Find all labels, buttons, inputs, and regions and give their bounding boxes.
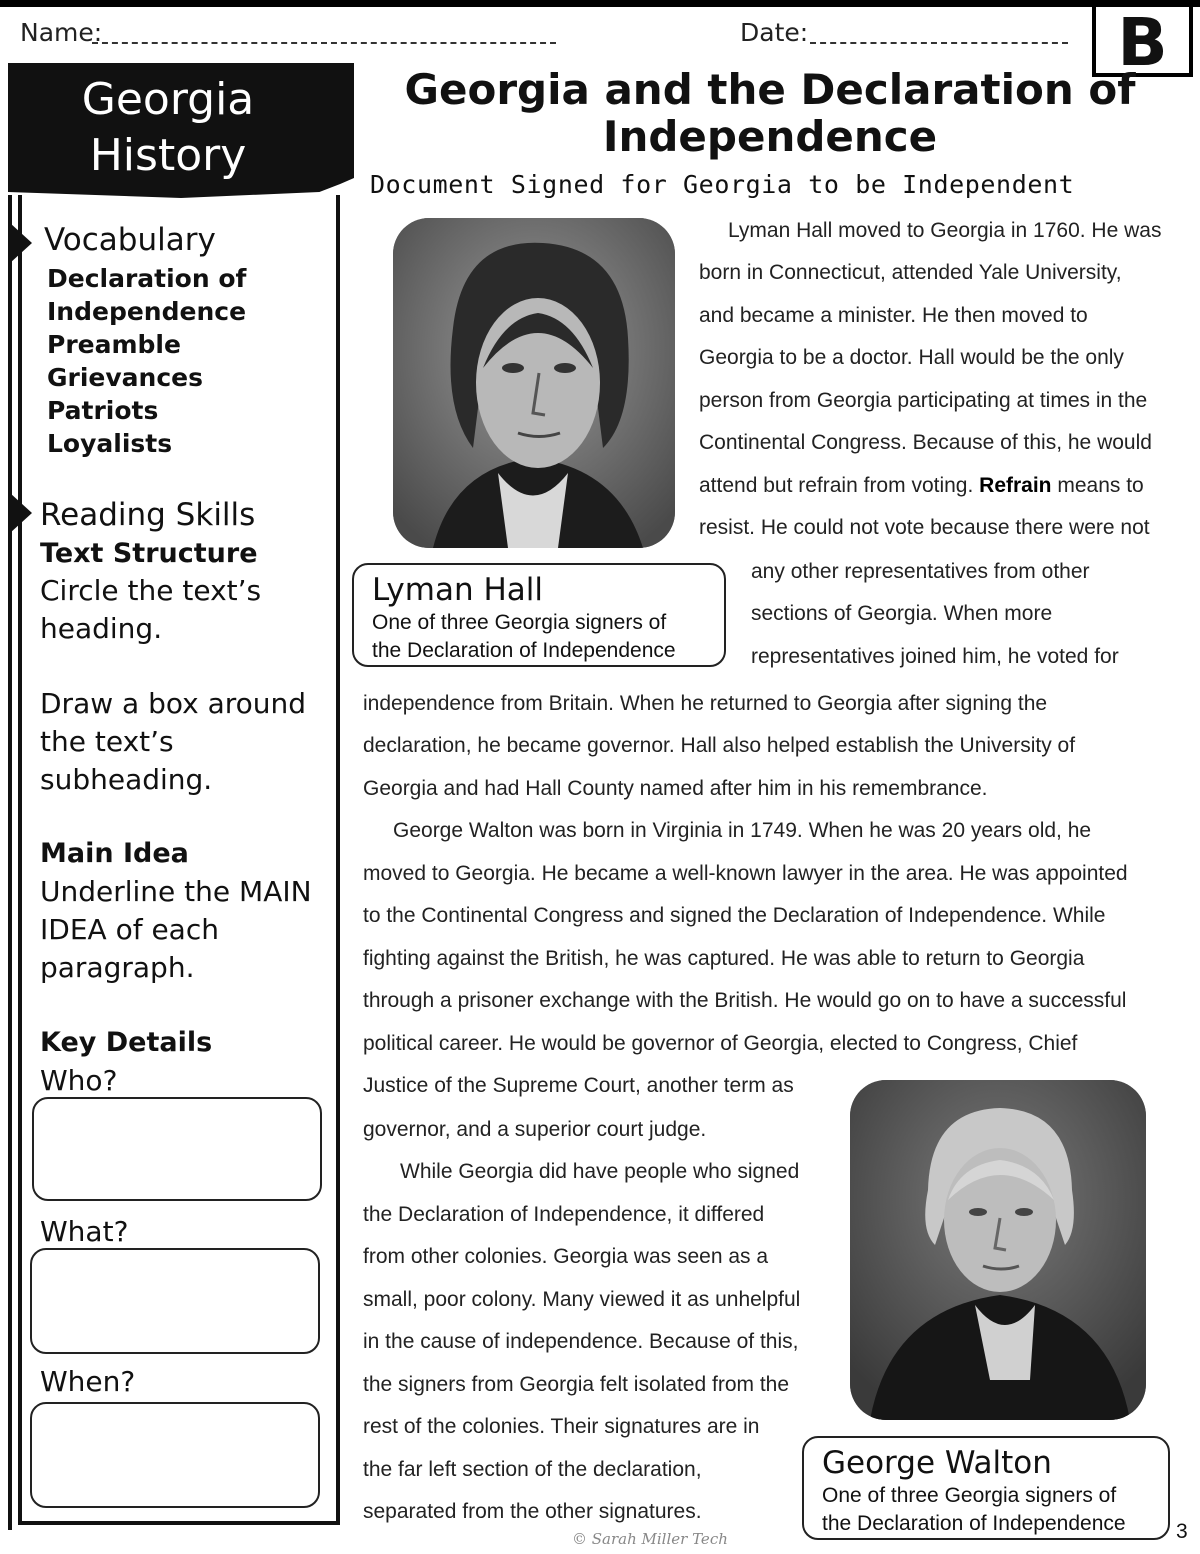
instruction-line: IDEA of each [40,913,219,946]
what-label: What? [40,1215,129,1248]
reading-instruction-1 [40,572,261,648]
caption-desc: the Declaration of Independence [372,639,676,662]
paragraph-line: Georgia and had Hall County named after him in his remembrance. [363,777,988,800]
instruction-line: subheading. [40,763,213,796]
paragraph-line: Georgia to be a doctor. Hall would be the only [699,346,1124,369]
section-marker-icon [10,223,32,263]
sidebar-title-line1: Georgia [81,74,255,125]
paragraph-line: representatives joined him, he voted for [751,645,1119,668]
caption-name: George Walton [822,1445,1052,1481]
paragraph-line: declaration, he became governor. Hall also helped establish the University of [363,734,1076,757]
paragraph-line: sections of Georgia. When more [751,602,1053,625]
paragraph-line: George Walton was born in Virginia in 1749. When he was 20 years old, he [393,819,1092,842]
article-title-line2: Independence [602,112,938,161]
instruction-line: paragraph. [40,951,195,984]
sidebar-title-line2: History [89,130,247,181]
paragraph-line: from other colonies. Georgia was seen as a [363,1245,769,1268]
when-answer-box[interactable] [30,1402,320,1508]
when-label: When? [40,1365,136,1398]
instruction-line: the text’s [40,725,174,758]
lyman-hall-caption [352,563,726,667]
copyright: © Sarah Miller Tech [572,1530,728,1548]
paragraph-line: independence from Britain. When he returned to Georgia after signing the [363,692,1048,715]
key-details-heading: Key Details [40,1027,213,1058]
vocab-term: Grievances [47,363,203,392]
vocab-highlight: Refrain [979,474,1052,497]
instruction-line: heading. [40,612,163,645]
what-answer-box[interactable] [30,1248,320,1354]
paragraph-line: moved to Georgia. He became a well-known lawyer in the area. He was appointed [363,862,1128,885]
paragraph-line: Lyman Hall moved to Georgia in 1760. He was [728,219,1162,242]
paragraph-line: through a prisoner exchange with the British. He would go on to have a successful [363,989,1127,1012]
paragraph-line [699,474,1144,498]
paragraph-line: the far left section of the declaration, [363,1458,702,1481]
caption-desc: the Declaration of Independence [822,1512,1126,1535]
paragraph-line: any other representatives from other [751,560,1090,583]
vocab-term: Preamble [47,330,181,359]
caption-desc: One of three Georgia signers of [372,611,667,634]
sidebar-title [8,72,328,184]
paragraph-line: and became a minister. He then moved to [699,304,1088,327]
george-walton-caption [802,1436,1170,1540]
text-span: attend but refrain from voting. [699,474,974,497]
paragraph-line: rest of the colonies. Their signatures are in [363,1415,760,1438]
paragraph-line: the signers from Georgia felt isolated from the [363,1373,790,1396]
lyman-hall-portrait [393,218,675,548]
main-idea-instruction [40,873,312,987]
date-field[interactable] [810,42,1068,44]
instruction-line: Circle the text’s [40,574,262,607]
paragraph-line: governor, and a superior court judge. [363,1118,707,1141]
who-label: Who? [40,1064,118,1097]
vocab-term: Independence [47,297,247,326]
paragraph-line: While Georgia did have people who signed [400,1160,800,1183]
reading-skills-heading: Reading Skills [40,497,256,533]
paragraph-line: resist. He could not vote because there were not [699,516,1150,539]
name-field[interactable] [92,42,556,44]
top-border [0,0,1200,7]
vocab-term: Loyalists [47,429,173,458]
george-walton-portrait [850,1080,1146,1420]
who-answer-box[interactable] [32,1097,322,1201]
article-title-line1: Georgia and the Declaration of [404,65,1136,114]
paragraph-line: Continental Congress. Because of this, he would [699,431,1152,454]
paragraph-line: person from Georgia participating at times in the [699,389,1148,412]
caption-name: Lyman Hall [372,572,543,608]
article-title [355,66,1185,160]
paragraph-line: to the Continental Congress and signed the Declaration of Independence. While [363,904,1106,927]
date-label: Date: [740,18,809,47]
instruction-line: Underline the MAIN [40,875,312,908]
reading-instruction-2 [40,685,306,799]
paragraph-line: fighting against the British, he was captured. He was able to return to Georgia [363,947,1085,970]
vocab-term: Declaration of [47,264,247,293]
instruction-line: Draw a box around [40,687,307,720]
vocabulary-list [47,264,246,462]
section-marker-icon [10,493,32,533]
vocab-term: Patriots [47,396,159,425]
caption-desc: One of three Georgia signers of [822,1484,1117,1507]
paragraph-line: small, poor colony. Many viewed it as unhelpful [363,1288,801,1311]
name-label: Name: [20,18,103,47]
sidebar-left-rule [8,195,12,1530]
paragraph-line: in the cause of independence. Because of this, [363,1330,799,1353]
paragraph-line: political career. He would be governor of Georgia, elected to Congress, Chief [363,1032,1078,1055]
text-span: means to [1057,474,1144,497]
paragraph-line: separated from the other signatures. [363,1500,702,1523]
text-structure-heading: Text Structure [40,538,258,569]
paragraph-line: Justice of the Supreme Court, another term as [363,1074,794,1097]
vocabulary-heading: Vocabulary [44,222,216,258]
paragraph-line: the Declaration of Independence, it differed [363,1203,765,1226]
version-badge: B [1092,3,1193,77]
paragraph-line: born in Connecticut, attended Yale University, [699,261,1122,284]
page-number: 3 [1176,1520,1188,1543]
article-subtitle: Document Signed for Georgia to be Independent [370,170,1075,199]
main-idea-heading: Main Idea [40,838,189,869]
